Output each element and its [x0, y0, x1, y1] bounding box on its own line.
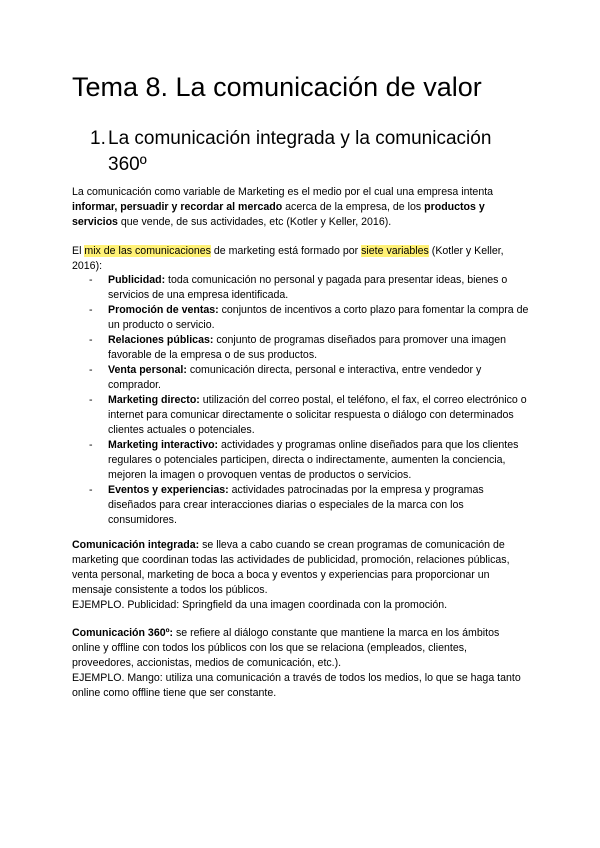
- mix-text-3: (Kotler y Keller, 2016):: [72, 245, 504, 272]
- variable-desc: toda comunicación no personal y pagada para presentar ideas, bienes o servicios de una empresa identificada.: [108, 274, 508, 301]
- intro-text-2: acerca de la empresa, de los: [282, 201, 425, 213]
- list-item-publicidad: [72, 273, 532, 303]
- c360-desc: se refiere al diálogo constante que mantiene la marca en los ámbitos online y offline con todos los públicos con los que se relaciona (empleados, clientes, proveedores, accionistas, medios de comunicación, etc.).: [72, 627, 500, 669]
- integrated-desc: se lleva a cabo cuando se crean programas de comunicación de marketing que coordinan todas las actividades de publicidad, promoción, relaciones públicas, venta personal, marketing de boca a boca y eventos y experiencias para proporcionar un mensaje consistente a todos los públicos.: [72, 539, 510, 596]
- variables-list: [72, 273, 532, 528]
- list-item-promocion: [72, 303, 532, 333]
- section-heading: [90, 126, 530, 178]
- list-item-relaciones: [72, 333, 532, 363]
- section-number: 1.: [90, 128, 106, 149]
- list-dash: -: [89, 364, 93, 376]
- page-title: Tema 8. La comunicación de valor: [72, 72, 482, 102]
- variable-term: Venta personal:: [108, 364, 187, 376]
- variable-desc: conjunto de programas diseñados para promover una imagen favorable de la empresa o de sus productos.: [108, 334, 507, 361]
- intro-text-3: que vende, de sus actividades, etc (Kotler y Keller, 2016).: [117, 216, 392, 228]
- c360-paragraph: [72, 626, 530, 701]
- list-dash: -: [89, 274, 93, 286]
- variable-term: Publicidad:: [108, 274, 166, 286]
- integrated-term: Comunicación integrada:: [72, 539, 200, 551]
- list-dash: -: [89, 394, 93, 406]
- list-item-marketing-directo: [72, 393, 532, 438]
- variable-desc: utilización del correo postal, el teléfono, el fax, el correo electrónico o internet para comunicar directamente o solicitar respuesta o diálogo con determinados clientes actuales o potenciales.: [108, 394, 527, 436]
- list-item-venta: [72, 363, 532, 393]
- mix-highlight-1: mix de las comunicaciones: [84, 245, 211, 257]
- mix-paragraph: [72, 244, 530, 274]
- variable-desc: actividades y programas online diseñados para que los clientes regulares o potenciales participen, directa o indirectamente, aumenten la conciencia, mejoren la imagen o provoquen ventas de productos o servicios.: [108, 439, 519, 481]
- list-dash: -: [89, 334, 93, 346]
- list-item-eventos: [72, 483, 532, 528]
- c360-example: EJEMPLO. Mango: utiliza una comunicación a través de todos los medios, lo que se haga tanto online como offline tiene que ser constante.: [72, 672, 521, 699]
- variable-desc: actividades patrocinadas por la empresa y programas diseñados para crear interacciones diarias o especiales de la marca con los consumidores.: [108, 484, 484, 526]
- integrated-paragraph: [72, 538, 530, 613]
- variable-term: Eventos y experiencias:: [108, 484, 229, 496]
- mix-text-1: El: [72, 245, 85, 257]
- variable-term: Relaciones públicas:: [108, 334, 214, 346]
- intro-bold-2: productos y servicios: [72, 201, 485, 228]
- intro-text-1: La comunicación como variable de Marketing es el medio por el cual una empresa intenta: [72, 186, 494, 198]
- integrated-example: EJEMPLO. Publicidad: Springfield da una imagen coordinada con la promoción.: [72, 599, 448, 611]
- list-dash: -: [89, 439, 93, 451]
- variable-term: Marketing interactivo:: [108, 439, 219, 451]
- variable-term: Promoción de ventas:: [108, 304, 219, 316]
- variable-desc: conjuntos de incentivos a corto plazo para fomentar la compra de un producto o servicio.: [108, 304, 529, 331]
- intro-paragraph: [72, 185, 530, 230]
- variable-desc: comunicación directa, personal e interactiva, entre vendedor y comprador.: [108, 364, 482, 391]
- section-heading-text: La comunicación integrada y la comunicación 360º: [108, 128, 492, 175]
- mix-highlight-2: siete variables: [361, 245, 429, 257]
- variable-term: Marketing directo:: [108, 394, 200, 406]
- list-dash: -: [89, 484, 93, 496]
- intro-bold-1: informar, persuadir y recordar al mercado: [72, 201, 283, 213]
- list-dash: -: [89, 304, 93, 316]
- mix-text-2: de marketing está formado por: [210, 245, 362, 257]
- c360-term: Comunicación 360º:: [72, 627, 174, 639]
- list-item-marketing-interactivo: [72, 438, 532, 483]
